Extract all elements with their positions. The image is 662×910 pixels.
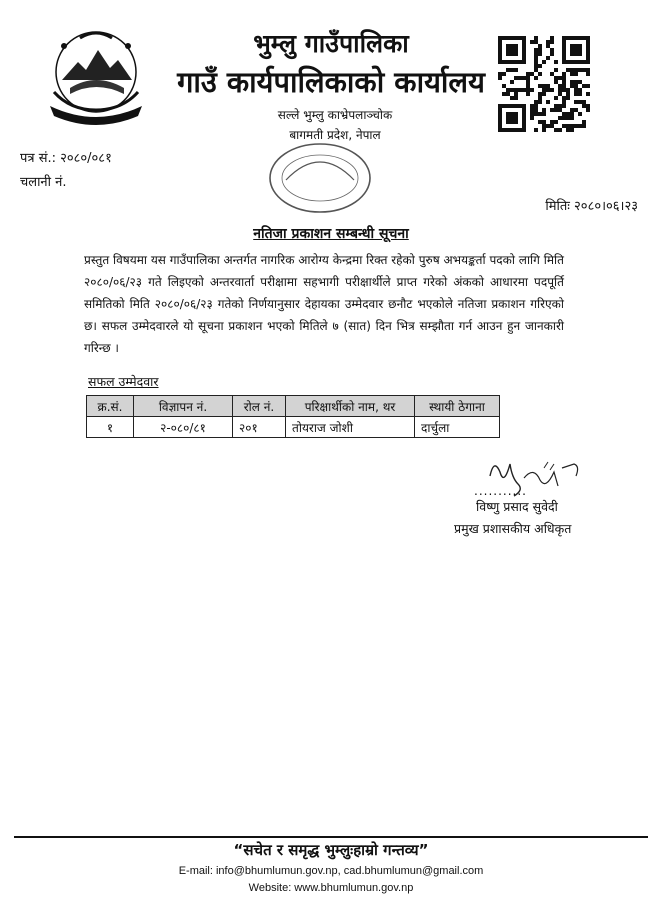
chalani-number: चलानी नं. bbox=[20, 175, 67, 190]
results-heading: सफल उम्मेदवार bbox=[88, 374, 159, 389]
results-table bbox=[86, 395, 500, 438]
serial-cell: १ bbox=[87, 417, 134, 438]
advert-number-cell: २-०८०/८१ bbox=[134, 417, 233, 438]
footer-emails: E-mail: info@bhumlumun.gov.np, cad.bhumlumun@gmail.com bbox=[178, 865, 484, 877]
table-row bbox=[87, 417, 500, 438]
notice-title: नतिजा प्रकाशन सम्बन्धी सूचना bbox=[253, 226, 409, 242]
signatory-title: प्रमुख प्रशासकीय अधिकृत bbox=[454, 521, 572, 536]
column-header: रोल नं. bbox=[233, 396, 286, 417]
results-header-row bbox=[87, 396, 500, 417]
document-date: मितिः २०८०।०६।२३ bbox=[545, 199, 638, 214]
address-line-1: सल्ले भुम्लु काभ्रेपलाञ्चोक bbox=[277, 108, 393, 122]
office-name: गाउँ कार्यपालिकाको कार्यालय bbox=[177, 65, 485, 99]
patra-number: पत्र सं.: २०८०/०८१ bbox=[20, 151, 112, 166]
footer-website: Website: www.bhumlumun.gov.np bbox=[248, 882, 414, 894]
column-header: स्थायी ठेगाना bbox=[415, 396, 500, 417]
column-header: क्र.सं. bbox=[87, 396, 134, 417]
notice-body: प्रस्तुत विषयमा यस गाउँपालिका अन्तर्गत नागरिक आरोग्य केन्द्रमा रिक्त रहेको पुरुष अभयङ्कर्ता पदको लागि मिति २०८०/०६/२३ गते लिइएको अन्तरवार्ता परीक्षामा सहभागी परीक्षार्थीले प्राप्त गरेको अंकको आधारमा पदपूर्ति समितिको मिति २०८०/०६/२३ गतेको निर्णयानुसार देहायका उम्मेदवार छनौट भएकोले नतिजा प्रकाशन गरिएको छ। सफल उम्मेदवारले यो सूचना प्रकाशन भएको मितिले ७ (सात) दिन भित्र सम्झौता गर्न आउन हुन जानकारी गरिन्छ । bbox=[84, 253, 564, 355]
column-header: विज्ञापन नं. bbox=[134, 396, 233, 417]
address-line-2: बागमती प्रदेश, नेपाल bbox=[289, 128, 381, 142]
signature-line: ........... bbox=[474, 484, 527, 498]
roll-number-cell: २०१ bbox=[233, 417, 286, 438]
signatory-name: विष्णु प्रसाद सुवेदी bbox=[476, 499, 558, 514]
column-header: परिक्षार्थीको नाम, थर bbox=[286, 396, 415, 417]
org-name: भुम्लु गाउँपालिका bbox=[253, 29, 409, 58]
candidate-name-cell: तोयराज जोशी bbox=[286, 417, 415, 438]
footer-slogan: “सचेत र समृद्ध भुम्लुःहाम्रो गन्तव्य” bbox=[233, 841, 429, 859]
office-stamp bbox=[266, 140, 374, 216]
footer-divider bbox=[14, 836, 648, 838]
address-cell: दार्चुला bbox=[415, 417, 500, 438]
